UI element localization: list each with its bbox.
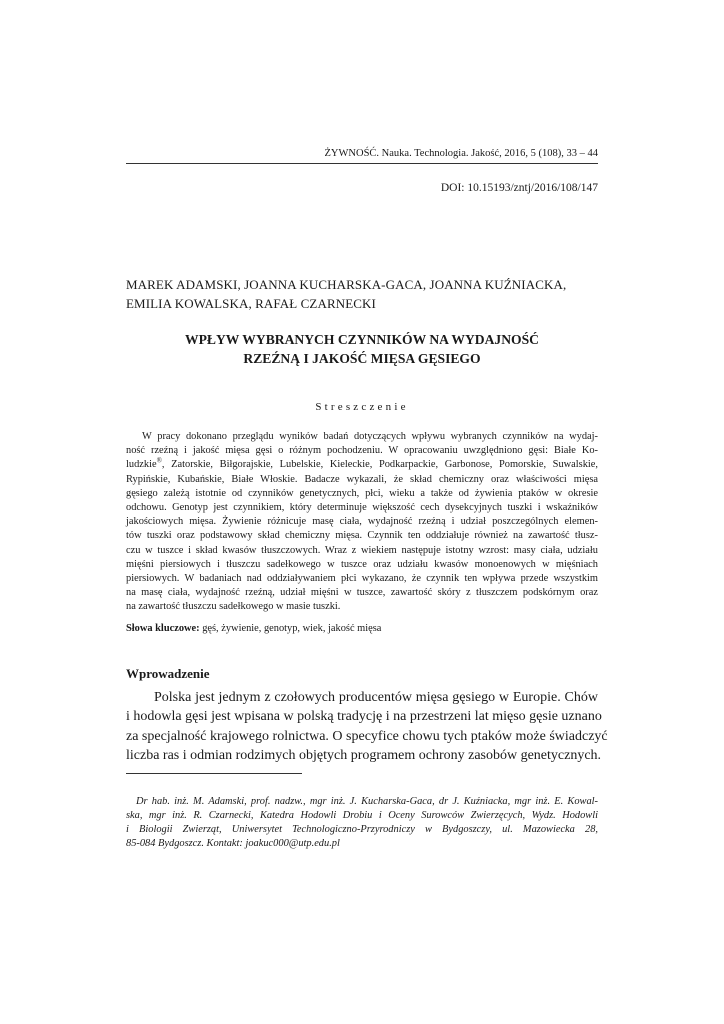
abstract-line: na masę ciała, wydajność rzeźną, udział mięśni w tuszce, zawartość skóry z tłuszczem podskórnym oraz (126, 587, 598, 599)
footnote-line: Dr hab. inż. M. Adamski, prof. nadzw., mgr inż. J. Kucharska-Gaca, dr J. Kuźniacka, mgr inż. E. Kowal- (136, 796, 598, 807)
header-rule (126, 163, 598, 164)
author-list (126, 275, 598, 313)
footnote-rule (126, 773, 302, 774)
abstract-line: W pracy dokonano przeglądu wyników badań dotyczących wpływu wybranych czynników na wydaj- (142, 431, 598, 442)
abstract-line: odchowu. Genotyp jest czynnikiem, który determinuje większość cech dysekcyjnych tuszki i wskaźników (126, 501, 598, 513)
abstract-line: czu w tuszce i skład kwasów tłuszczowych. Wraz z wiekiem następuje istotny wzrost: masy ciała, udziału (126, 544, 598, 556)
registered-mark: ® (156, 456, 162, 465)
title-line-2: RZEŹNĄ I JAKOŚĆ MIĘSA GĘSIEGO (243, 351, 481, 366)
section-heading-introduction: Wprowadzenie (126, 666, 210, 681)
abstract-heading: Streszczenie (315, 401, 409, 413)
abstract-line: Rypińskie, Kubańskie, Białe Włoskie. Badacze wykazali, że skład chemiczny oraz właściwości mięsa (126, 473, 598, 485)
abstract-line: na zawartość tłuszczu sadełkowego w masie tuszki. (126, 601, 341, 613)
body-line: Polska jest jednym z czołowych producentów mięsa gęsiego w Europie. Chów (154, 690, 598, 705)
footnote-line: ska, mgr inż. R. Czarnecki, Katedra Hodowli Drobiu i Oceny Surowców Zwierzęcych, Wydz. Hodowli (126, 810, 598, 821)
abstract-line: piersiowych. W badaniach nad oddziaływaniem płci wykazano, że czynnik ten wpływa przede wszystkim (126, 572, 598, 584)
author-line-2: EMILIA KOWALSKA, RAFAŁ CZARNECKI (126, 296, 376, 311)
body-line: za specjalność krajowego rolnictwa. O specyfice chowu tych ptaków może świadczyć (126, 728, 608, 744)
paper-title (126, 330, 598, 368)
abstract-line: jakościowych mięsa. Żywienie różnicuje masę ciała, wydajność rzeźną i udział poszczególnych elemen- (126, 516, 598, 528)
abstract-line (126, 458, 598, 472)
keywords-label: Słowa kluczowe: (126, 623, 200, 634)
footnote-line: i Biologii Zwierząt, Uniwersytet Technologiczno-Przyrodniczy w Bydgoszczy, ul. Mazowiecka 28, (126, 824, 598, 835)
footnote-line: 85-084 Bydgoszcz. Kontakt: joakuc000@utp.edu.pl (126, 838, 340, 849)
abstract (126, 430, 598, 614)
doi: DOI: 10.15193/zntj/2016/108/147 (440, 182, 598, 194)
abstract-line-part: , Zatorskie, Biłgorajskie, Lubelskie, Kieleckie, Podkarpackie, Garbonose, Pomorskie, Suwalskie, (161, 459, 598, 471)
keywords-text: gęś, żywienie, genotyp, wiek, jakość mięsa (199, 623, 382, 634)
author-affiliation-footnote (126, 795, 598, 851)
title-line-1: WPŁYW WYBRANYCH CZYNNIKÓW NA WYDAJNOŚĆ (185, 332, 539, 347)
abstract-line: ność rzeźną i jakość mięsa gęsi o różnym pochodzeniu. W opracowaniu uwzględniono gęsi: Białe Ko- (126, 445, 598, 457)
abstract-line: tów tuszki oraz podstawowy skład chemiczny mięsa. Czynnik ten oddziałuje również na zawartość tłusz- (126, 530, 598, 542)
body-line: i hodowla gęsi jest wpisana w polską tradycję i na przestrzeni lat mięso gęsie uznano (126, 709, 602, 725)
abstract-line: gęsiego zależą istotnie od czynników genetycznych, płci, wieku a także od żywienia ptaków w okresie (126, 487, 598, 499)
journal-citation: ŻYWNOŚĆ. Nauka. Technologia. Jakość, 2016, 5 (108), 33 – 44 (324, 148, 598, 159)
keywords (126, 623, 598, 634)
body-line: liczba ras i odmian rodzimych objętych programem ochrony zasobów genetycznych. (126, 748, 602, 764)
abstract-line: mięśni piersiowych i tłuszczu sadełkowego w tuszce oraz udziału kwasów monoenowych w mięśniach (126, 558, 598, 570)
author-line-1: MAREK ADAMSKI, JOANNA KUCHARSKA-GACA, JOANNA KUŹNIACKA, (126, 277, 567, 292)
abstract-line-part: ludzkie (126, 459, 157, 471)
introduction-body (126, 688, 608, 766)
